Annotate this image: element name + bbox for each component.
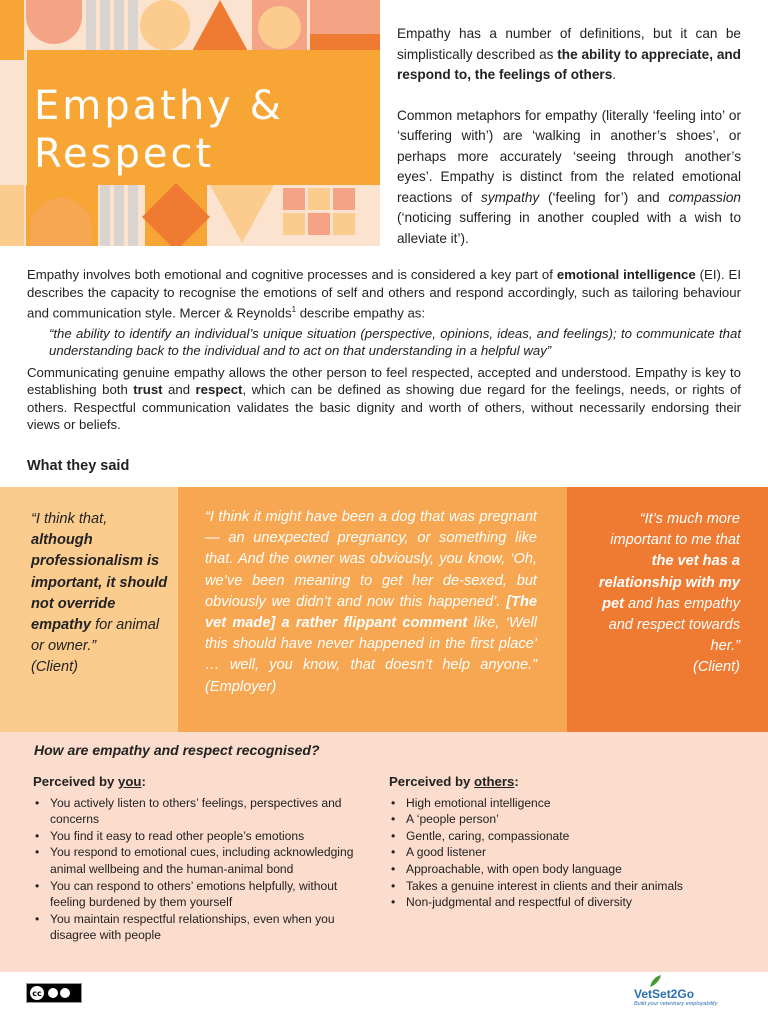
perceived-by-you-column — [33, 774, 363, 944]
body-paragraph-2 — [27, 364, 741, 434]
decor-tile — [333, 213, 355, 235]
list-item: • You maintain respectful relationships, even when you disagree with people — [33, 911, 363, 944]
decor-triangle — [190, 0, 250, 55]
term-emotional-intelligence: emotional intelligence — [556, 267, 696, 282]
term-compassion: compassion — [668, 189, 741, 205]
decor-circle — [140, 0, 190, 50]
list-item: • You actively listen to others’ feelings, perspectives and concerns — [33, 795, 363, 828]
quote-text: “It’s much more important to me that — [610, 511, 740, 549]
decor-tile — [308, 213, 330, 235]
decor-tile — [308, 188, 330, 210]
column-title-text: : — [141, 774, 146, 789]
list-item: • You can respond to others’ emotions helpfully, without feeling burdened by them yourself — [33, 878, 363, 911]
decor-tile — [283, 213, 305, 235]
list-item: • A good listener — [389, 844, 739, 861]
creative-commons-badge[interactable] — [26, 983, 82, 1003]
list-item: • Non-judgmental and respectful of diversity — [389, 894, 739, 911]
decor-tile — [333, 188, 355, 210]
quote-text: and has empathy and respect towards her.” — [608, 595, 740, 655]
client-quote-panel — [567, 487, 768, 732]
decor-half-circle — [26, 0, 82, 44]
decor-circle — [258, 6, 301, 49]
decor-bar — [128, 0, 138, 55]
body-text-segment: , which can be defined as showing due regard for the feelings, needs, or rights of others. Respectful communication validates the basic dignity and worth of others, without necessarily endorsing their views or beliefs. — [27, 382, 741, 433]
body-text-segment: Communicating genuine empathy allows the other person to feel respected, accepted and understood. Empathy is key to establishing both — [27, 364, 741, 398]
decor-stripe — [0, 185, 24, 246]
empathy-definition-quote: “the ability to identify an individual’s unique situation (perspective, opinions, ideas, and feelings); to communicate that understanding back to the individual and to act on that understanding in a helpful way” — [49, 325, 741, 359]
term-respect: respect — [195, 382, 243, 398]
sa-icon — [60, 988, 70, 998]
decor-bar — [128, 185, 138, 246]
list-item: • You find it easy to read other people’s emotions — [33, 828, 363, 845]
intro-text-segment: Empathy has a number of definitions, but it can be simplistically described as — [397, 26, 741, 62]
column-title-text: Perceived by — [33, 774, 119, 789]
quote-source: (Client) — [31, 659, 79, 676]
column-title-text: : — [514, 774, 519, 789]
term-sympathy: sympathy — [481, 189, 540, 205]
client-quote-panel — [0, 487, 178, 732]
perceived-by-you-list — [33, 795, 363, 944]
perceived-by-others-column — [389, 774, 739, 911]
by-icon — [48, 988, 58, 998]
intro-definition: the ability to appreciate, and respond to, the feelings of others — [397, 46, 741, 82]
recognition-heading: How are empathy and respect recognised? — [34, 742, 320, 758]
list-item: • Gentle, caring, compassionate — [389, 828, 739, 845]
footnote-marker: 1 — [291, 305, 297, 314]
decor-tile — [283, 188, 305, 210]
decor-bar — [114, 185, 124, 246]
perceived-by-others-list — [389, 795, 739, 911]
vetset2go-logo[interactable] — [620, 974, 750, 1014]
quote-text: for animal or owner.” — [31, 617, 160, 655]
intro-text-segment: . — [612, 67, 617, 82]
column-title-keyword: others — [474, 774, 515, 789]
intro-text-segment: Common metaphors for empathy (literally ‘feeling into’ or ‘suffering with’) are ‘walking in another’s shoes’, or perhaps more accurately ‘seeing through another’s eyes’. Empathy is distinct from the related emotional reactions of — [397, 107, 741, 205]
hero-graphic — [0, 0, 380, 246]
intro-text — [397, 24, 741, 269]
intro-paragraph-1 — [397, 24, 741, 86]
quote-text: “I think it might have been a dog that was pregnant — an unexpected pregnancy, or something like that. And the owner was obviously, you know, ‘Oh, we’ve been meaning to get her de-sexed, but obviously we didn’t and now this happened’. — [205, 509, 537, 610]
term-trust: trust — [133, 382, 163, 398]
decor-stripe — [0, 0, 24, 60]
intro-paragraph-2 — [397, 106, 741, 250]
section-title: What they said — [27, 458, 130, 474]
body-text — [27, 266, 741, 434]
quote-emphasis: [The vet made] a rather flippant comment — [205, 593, 537, 632]
list-item: • High emotional intelligence — [389, 795, 739, 812]
intro-text-segment: (‘feeling for’) and — [539, 189, 669, 205]
recognition-section — [0, 732, 768, 972]
decor-bar — [86, 0, 96, 55]
quote-emphasis: although professionalism is important, it should not override empathy — [31, 532, 168, 634]
decor-bar — [100, 185, 110, 246]
cc-icon: cc — [30, 986, 44, 1000]
decor-triangle — [210, 185, 274, 243]
column-title — [389, 774, 739, 791]
body-text-segment: and — [162, 382, 196, 398]
decor-bar — [114, 0, 124, 55]
column-title — [33, 774, 363, 791]
column-title-text: Perceived by — [389, 774, 475, 789]
employer-quote-panel — [178, 487, 567, 732]
logo-name: VetSet2Go — [634, 987, 695, 1001]
decor-block — [310, 0, 380, 34]
list-item: • Takes a genuine interest in clients and their animals — [389, 878, 739, 895]
quote-text: like, ‘Well this should have never happened in the first place’ … well, you know, that doesn’t help anyone.” (Employer) — [205, 615, 537, 695]
leaf-icon — [648, 974, 662, 988]
body-text-segment: (EI). EI describes the capacity to recognise the emotions of self and others and respond accordingly, such as tailoring behaviour and communication style. Mercer & Reynolds — [27, 267, 741, 321]
intro-text-segment: (‘noticing suffering in another coupled with a wish to alleviate it’). — [397, 210, 741, 246]
quote-panels — [0, 487, 768, 732]
body-text-segment: describe empathy as: — [296, 305, 426, 321]
quote-source: (Client) — [692, 659, 740, 676]
logo-tagline: Build your veterinary employability — [634, 1001, 718, 1007]
list-item: • You respond to emotional cues, including acknowledging animal wellbeing and the human-animal bond — [33, 844, 363, 877]
list-item: • Approachable, with open body language — [389, 861, 739, 878]
decor-bar — [100, 0, 110, 55]
quote-text: “I think that, — [31, 511, 108, 527]
body-text-segment: Empathy involves both emotional and cognitive processes and is considered a key part of — [27, 267, 557, 282]
page-title: Empathy & Respect — [34, 83, 284, 177]
body-paragraph-1 — [27, 266, 741, 322]
quote-emphasis: the vet has a relationship with my pet — [598, 553, 740, 612]
column-title-keyword: you — [118, 774, 142, 789]
list-item: • A ‘people person’ — [389, 811, 739, 828]
